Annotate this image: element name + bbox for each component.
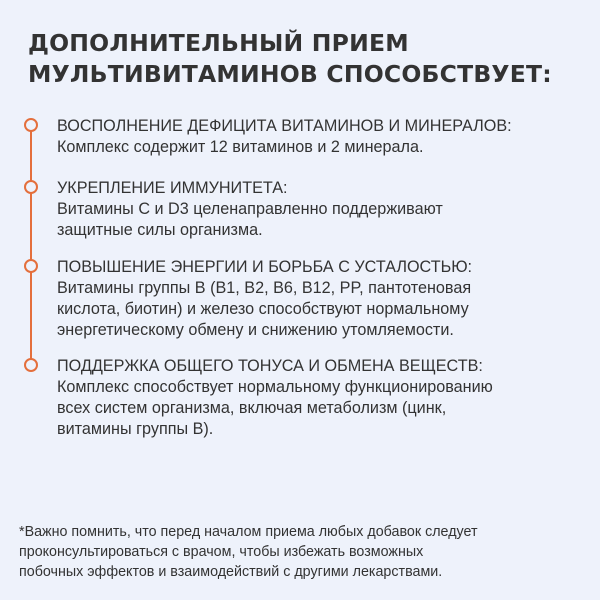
benefit-heading: ПОВЫШЕНИЕ ЭНЕРГИИ И БОРЬБА С УСТАЛОСТЬЮ: — [57, 258, 473, 276]
footnote-line: *Важно помнить, что перед началом приема любых добавок следует — [19, 524, 478, 540]
benefits-timeline — [24, 112, 584, 438]
footnote-line: побочных эффектов и взаимодействий с другими лекарствами. — [19, 564, 443, 580]
timeline-node-icon — [24, 118, 38, 132]
benefit-text-line: Витамины C и D3 целенаправленно поддерживают — [57, 200, 443, 218]
disclaimer-footnote — [19, 522, 584, 582]
benefit-text — [57, 199, 587, 241]
benefit-text-line: витамины группы B). — [57, 420, 214, 438]
benefit-text-line: Комплекс способствует нормальному функционированию — [57, 378, 493, 396]
benefit-text-line: защитные силы организма. — [57, 221, 263, 239]
title-line-2: МУЛЬТИВИТАМИНОВ СПОСОБСТВУЕТ: — [28, 60, 552, 88]
timeline-node-icon — [24, 259, 38, 273]
benefit-text-line: энергетическому обмену и снижению утомляемости. — [57, 321, 454, 339]
timeline-line — [30, 126, 32, 370]
benefit-item — [57, 178, 587, 241]
benefit-text — [57, 278, 587, 341]
benefit-text — [57, 137, 587, 158]
timeline-node-icon — [24, 358, 38, 372]
benefit-heading: ВОСПОЛНЕНИЕ ДЕФИЦИТА ВИТАМИНОВ И МИНЕРАЛОВ: — [57, 117, 512, 135]
benefit-item — [57, 356, 587, 440]
benefit-text-line: Витамины группы B (B1, B2, B6, B12, PP, пантотеновая — [57, 279, 472, 297]
benefit-text-line: Комплекс содержит 12 витаминов и 2 минерала. — [57, 138, 424, 156]
benefit-text — [57, 377, 587, 440]
benefit-item — [57, 116, 587, 158]
timeline-node-icon — [24, 180, 38, 194]
footnote-line: проконсультироваться с врачом, чтобы избежать возможных — [19, 544, 424, 560]
benefit-heading: ПОДДЕРЖКА ОБЩЕГО ТОНУСА И ОБМЕНА ВЕЩЕСТВ: — [57, 357, 483, 375]
page-title — [28, 28, 576, 90]
benefit-text-line: всех систем организма, включая метаболизм (цинк, — [57, 399, 447, 417]
benefit-item — [57, 257, 587, 341]
benefit-heading: УКРЕПЛЕНИЕ ИММУНИТЕТА: — [57, 179, 288, 197]
benefit-text-line: кислота, биотин) и железо способствуют нормальному — [57, 300, 469, 318]
title-line-1: ДОПОЛНИТЕЛЬНЫЙ ПРИЕМ — [28, 29, 409, 57]
